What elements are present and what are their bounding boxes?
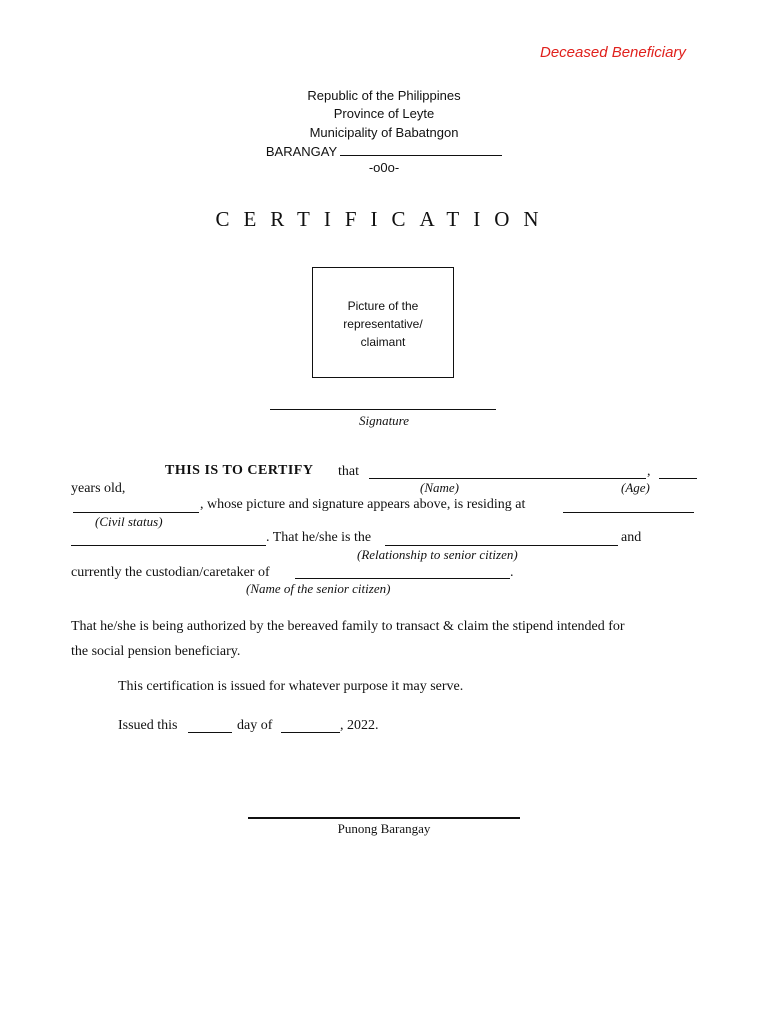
authorized-line1: That he/she is being authorized by the bereaved family to transact & claim the stipend intended for <box>71 619 625 634</box>
civil-status-caption: (Civil status) <box>95 514 163 529</box>
issued-month-blank[interactable] <box>281 732 340 733</box>
certify-that: that <box>338 464 359 479</box>
barangay-label: BARANGAY <box>265 144 338 159</box>
photo-label-line2: representative/ <box>343 317 423 331</box>
header-barangay <box>0 143 768 159</box>
header-ornament: -o0o- <box>368 160 400 175</box>
issued-year: , 2022. <box>340 718 379 733</box>
relationship-caption: (Relationship to senior citizen) <box>357 547 518 562</box>
years-old-text: years old, <box>71 481 126 496</box>
and-text: and <box>621 530 642 545</box>
signature-label: Signature <box>358 413 410 428</box>
issued-day-blank[interactable] <box>188 732 232 733</box>
authorized-line2: the social pension beneficiary. <box>71 644 241 659</box>
purpose-text: This certification is issued for whatever purpose it may serve. <box>118 679 464 694</box>
signatory-label: Punong Barangay <box>337 821 431 836</box>
civil-status-blank[interactable] <box>73 512 199 513</box>
custodian-period: . <box>510 565 514 580</box>
senior-name-blank[interactable] <box>295 578 510 579</box>
header-republic: Republic of the Philippines <box>307 88 461 103</box>
photo-label <box>312 297 454 351</box>
relationship-blank[interactable] <box>385 545 618 546</box>
issued-prefix: Issued this <box>118 718 178 733</box>
barangay-blank[interactable] <box>340 143 502 156</box>
page-title: CERTIFICATION <box>215 207 553 231</box>
signatory-line[interactable] <box>248 817 520 819</box>
whose-picture-text: , whose picture and signature appears above, is residing at <box>200 497 526 512</box>
residence-blank[interactable] <box>563 512 694 513</box>
relationship-text: . That he/she is the <box>266 530 372 545</box>
custodian-text: currently the custodian/caretaker of <box>71 565 270 580</box>
name-comma: , <box>647 464 651 479</box>
deceased-beneficiary-note: Deceased Beneficiary <box>540 44 686 61</box>
age-caption: (Age) <box>621 480 650 495</box>
senior-name-caption: (Name of the senior citizen) <box>246 581 391 596</box>
residence-continued-blank[interactable] <box>71 545 266 546</box>
name-caption: (Name) <box>420 480 459 495</box>
photo-label-line1: Picture of the <box>347 299 419 313</box>
issued-day-of: day of <box>237 718 273 733</box>
signature-line[interactable] <box>270 409 496 410</box>
header-municipality: Municipality of Babatngon <box>309 125 459 140</box>
certify-bold: THIS IS TO CERTIFY <box>165 463 314 478</box>
header-province: Province of Leyte <box>333 106 435 121</box>
age-blank[interactable] <box>659 478 697 479</box>
photo-label-line3: claimant <box>360 335 406 349</box>
name-blank[interactable] <box>369 478 646 479</box>
